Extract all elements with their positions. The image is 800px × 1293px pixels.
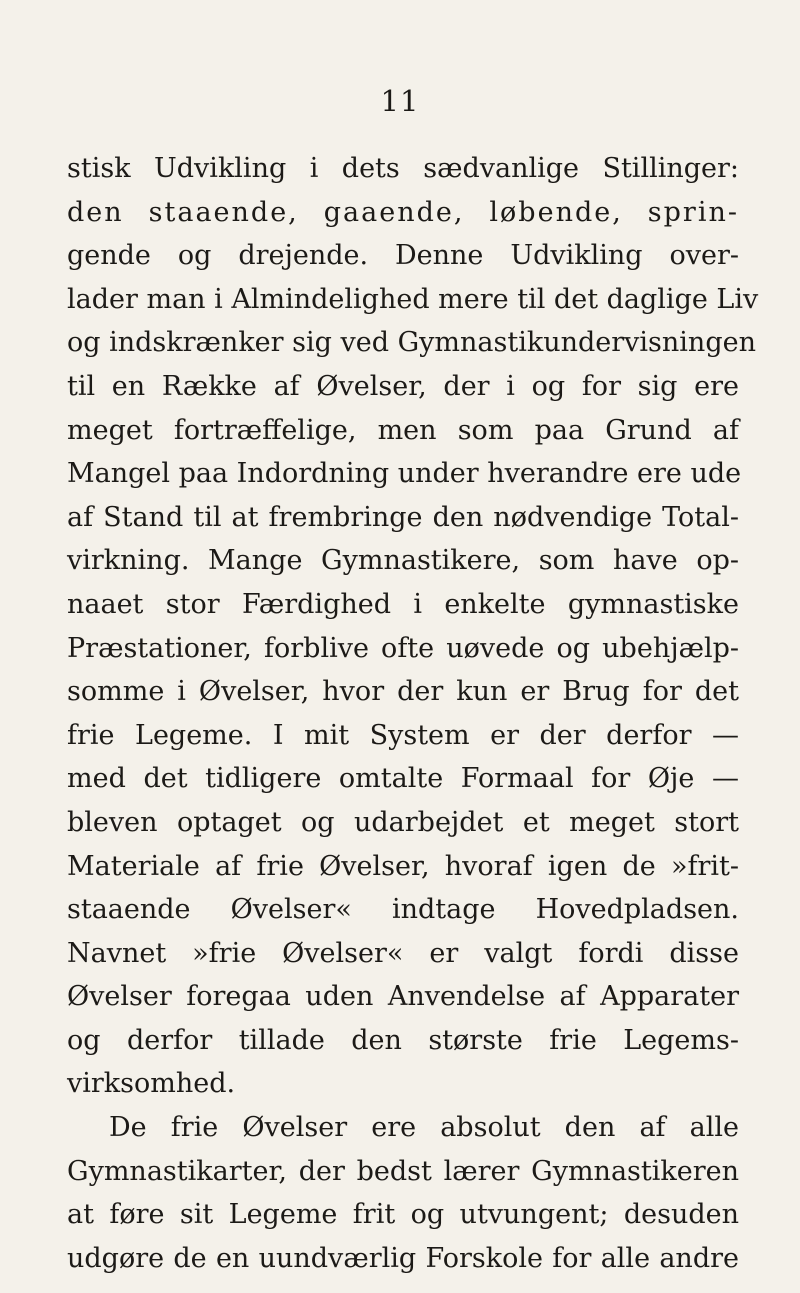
text-line: Øvelser foregaa uden Anvendelse af Apparater xyxy=(67,981,739,1013)
text-line: naaet stor Færdighed i enkelte gymnastiske xyxy=(67,588,739,620)
text-line: Mangel paa Indordning under hverandre ere ude xyxy=(67,458,742,490)
text-line: med det tidligere omtalte Formaal for Øje — xyxy=(67,763,739,795)
body-text xyxy=(67,147,759,1280)
text-line: Materiale af frie Øvelser, hvoraf igen de »frit- xyxy=(67,850,739,882)
text-line: til en Række af Øvelser, der i og for sig ere xyxy=(67,370,739,402)
text-line: og derfor tillade den største frie Legems- xyxy=(67,1024,739,1056)
text-line: Gymnastikarter, der bedst lærer Gymnastikeren xyxy=(67,1155,739,1187)
text-line: at føre sit Legeme frit og utvungent; desuden xyxy=(67,1199,739,1231)
text-line: staaende Øvelser« indtage Hovedpladsen. xyxy=(67,894,739,926)
text-line: lader man i Almindelighed mere til det daglige Liv xyxy=(67,283,759,315)
text-line: stisk Udvikling i dets sædvanlige Stillinger: xyxy=(67,153,739,184)
text-line: De frie Øvelser ere absolut den af alle xyxy=(109,1112,739,1144)
text-line: virksomhed. xyxy=(67,1068,236,1100)
text-line: meget fortræffelige, men som paa Grund af xyxy=(67,414,739,446)
text-line: frie Legeme. I mit System er der derfor — xyxy=(67,719,739,751)
text-line: bleven optaget og udarbejdet et meget stort xyxy=(67,806,739,838)
text-line: udgøre de en uundværlig Forskole for alle andre xyxy=(67,1242,739,1274)
text-line: Navnet »frie Øvelser« er valgt fordi disse xyxy=(67,937,739,969)
text-line: den staaende, gaaende, løbende, sprin- xyxy=(67,196,739,228)
text-line: somme i Øvelser, hvor der kun er Brug for det xyxy=(67,676,739,708)
page-number: 11 xyxy=(380,84,420,118)
text-line: og indskrænker sig ved Gymnastikundervisningen xyxy=(67,327,756,359)
text-line: af Stand til at frembringe den nødvendige Total- xyxy=(67,501,739,533)
text-line: Præstationer, forblive ofte uøvede og ubehjælp- xyxy=(67,632,739,664)
text-line: virkning. Mange Gymnastikere, som have op- xyxy=(67,545,739,577)
text-line: gende og drejende. Denne Udvikling over- xyxy=(67,240,739,272)
